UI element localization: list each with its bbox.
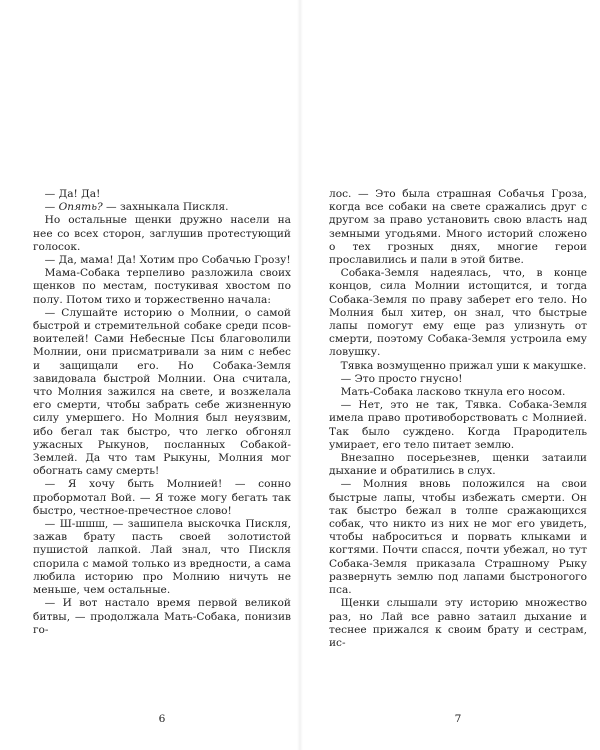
paragraph: Но остальные щенки дружно насели на нее со всех сторон, заглушив протестующий голосок. xyxy=(33,214,291,253)
paragraph: Собака-Земля надеялась, что, в конце концов, сила Молнии истощится, и тогда Собака-Земля по праву заберет его тело. Но Молния был хитер, он знал, что быстрые лапы помогут ему еще раз улизнуть от смерти, поэтому Собака-Земля устроила ему ловушку. xyxy=(329,267,587,359)
paragraph: — Ш-шшш, — зашипела выскочка Пискля, зажав брату пасть своей золотистой пушистой лапкой. Лай знал, что Пискля спорила с мамой только из вредности, а сама любила историю про Молнию ничуть не меньше, чем остальные. xyxy=(33,518,291,597)
paragraph: — Нет, это не так, Тявка. Собака-Земля имела право противоборствовать с Молнией. Так было суждено. Когда Прародитель умирает, его тело питает землю. xyxy=(329,399,587,451)
left-page xyxy=(33,188,291,637)
paragraph: — Это просто гнусно! xyxy=(340,372,463,385)
page-number-left: 6 xyxy=(158,713,166,725)
paragraph: — Да, мама! Да! Хотим про Собачью Грозу! xyxy=(44,254,291,267)
page-number-right: 7 xyxy=(454,713,462,725)
paragraph: — Я хочу быть Молнией! — сонно пробормотал Вой. — Я тоже могу бегать так быстро, честное-пречестное слово! xyxy=(33,478,291,517)
book-gutter xyxy=(297,0,303,750)
paragraph: — Слушайте историю о Молнии, о самой быстрой и стремительной собаке среди псов-воителей! Сами Небесные Псы благоволили Молнии, они присматривали за ним с небес и защищали его. Но Собака-Земля завидовала быстрой Молнии. Она считала, что Молния зажился на свете, и возжелала его смерти, чтобы забрать себе жизненную силу умершего. Но Молния был неуязвим, ибо бегал так быстро, что легко обгонял ужасных Рыкунов, посланных Собакой-Землей. Да что там Рыкуны, Молния мог обогнать саму смерть! xyxy=(33,306,291,478)
paragraph: — Да! Да! xyxy=(44,188,101,200)
paragraph: — Опять? — захныкала Пискля. xyxy=(44,201,229,214)
paragraph: — Молния вновь положился на свои быстрые лапы, чтобы избежать смерти. Он так быстро бежал в толпе сражающихся собак, что никто из них не мог его увидеть, чтобы наброситься и порвать клыками и когтями. Почти спасся, почти убежал, но тут Собака-Земля приказала Страшному Рыку развернуть землю под лапами быстроногого пса. xyxy=(329,478,587,597)
paragraph: — И вот настало время первой великой битвы, — продолжала Мать-Собака, понизив го- xyxy=(33,597,291,636)
paragraph: Щенки слышали эту историю множество раз, но Лай все равно затаил дыхание и теснее прижался к своим брату и сестрам, ис- xyxy=(329,597,587,649)
paragraph: лос. — Это была страшная Собачья Гроза, когда все собаки на свете сражались друг с другом за право установить свою власть над земными угодьями. Много историй сложено о тех грозных днях, многие герои прославились и пали в этой битве. xyxy=(329,188,587,267)
paragraph: Внезапно посерьезнев, щенки затаили дыхание и обратились в слух. xyxy=(329,452,587,478)
paragraph: Тявка возмущенно прижал уши к макушке. xyxy=(340,359,587,372)
paragraph: Мама-Собака терпеливо разложила своих щенков по местам, постукивая хвостом по полу. Потом тихо и торжественно начала: xyxy=(33,267,291,306)
paragraph: Мать-Собака ласково ткнула его носом. xyxy=(340,386,566,399)
right-page xyxy=(329,188,587,650)
